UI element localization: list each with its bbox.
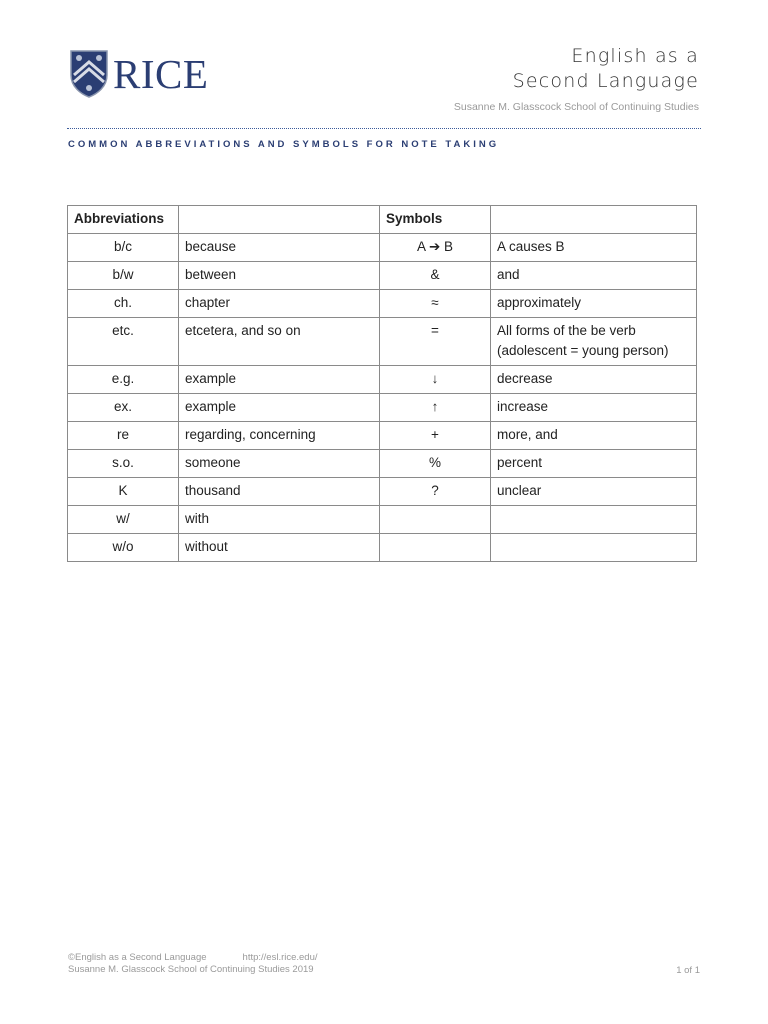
header-cell [179,206,380,234]
table-header-row [68,206,697,234]
symbol-meaning-cell: percent [491,450,697,478]
table-row [68,234,697,262]
header-cell [491,206,697,234]
symbol-meaning-cell: A causes B [491,234,697,262]
meaning-cell: example [179,366,380,394]
abbreviation-cell: ch. [68,290,179,318]
abbreviation-cell: b/w [68,262,179,290]
abbreviations-table [67,205,697,562]
abbreviation-cell: re [68,422,179,450]
header-cell: Abbreviations [68,206,179,234]
abbreviation-cell: ex. [68,394,179,422]
table-row [68,366,697,394]
abbreviation-cell: K [68,478,179,506]
meaning-cell: because [179,234,380,262]
header-title-line2: Second Language [512,70,699,92]
abbreviation-cell: e.g. [68,366,179,394]
page-number: 1 of 1 [676,965,700,976]
symbol-meaning-cell: more, and [491,422,697,450]
footer-copyright: ©English as a Second Language [68,952,207,963]
table-row [68,394,697,422]
abbreviation-cell: etc. [68,318,179,366]
symbol-cell: A ➔ B [380,234,491,262]
table-row [68,534,697,562]
symbol-meaning-cell: approximately [491,290,697,318]
meaning-cell: etcetera, and so on [179,318,380,366]
abbreviation-cell: w/ [68,506,179,534]
rice-shield-icon [69,49,109,99]
meaning-cell: without [179,534,380,562]
symbol-cell: + [380,422,491,450]
meaning-cell: with [179,506,380,534]
symbol-cell: ? [380,478,491,506]
meaning-cell: thousand [179,478,380,506]
abbreviation-cell: s.o. [68,450,179,478]
table-row [68,450,697,478]
meaning-cell: someone [179,450,380,478]
header-cell: Symbols [380,206,491,234]
symbol-cell: = [380,318,491,366]
symbol-cell: & [380,262,491,290]
symbol-meaning-cell: unclear [491,478,697,506]
abbreviation-cell: w/o [68,534,179,562]
meaning-cell: regarding, concerning [179,422,380,450]
table-row [68,318,697,366]
footer-school-year: Susanne M. Glasscock School of Continuing Studies 2019 [68,964,314,975]
table-row [68,506,697,534]
symbol-meaning-cell: increase [491,394,697,422]
document-header [454,44,699,113]
symbol-meaning-cell: and [491,262,697,290]
symbol-cell: ≈ [380,290,491,318]
symbol-meaning-cell [491,534,697,562]
symbol-cell: % [380,450,491,478]
meaning-cell: between [179,262,380,290]
table-row [68,262,697,290]
symbol-meaning-cell: decrease [491,366,697,394]
table-row [68,290,697,318]
symbol-meaning-cell [491,506,697,534]
rice-logo [69,48,208,100]
section-title: COMMON ABBREVIATIONS AND SYMBOLS FOR NOTE TAKING [68,139,500,150]
meaning-cell: chapter [179,290,380,318]
table-row [68,422,697,450]
header-subtitle: Susanne M. Glasscock School of Continuing Studies [453,101,699,113]
table-row [68,478,697,506]
abbreviation-cell: b/c [68,234,179,262]
symbol-meaning-cell: All forms of the be verb (adolescent = young person) [491,318,697,366]
footer-url[interactable]: http://esl.rice.edu/ [242,952,318,963]
header-divider [67,128,701,129]
logo-text: RICE [113,50,209,97]
symbol-cell: ↓ [380,366,491,394]
header-title-line1: English as a [571,45,699,67]
meaning-cell: example [179,394,380,422]
symbol-cell: ↑ [380,394,491,422]
symbol-cell [380,506,491,534]
symbol-cell [380,534,491,562]
footer [68,952,318,976]
